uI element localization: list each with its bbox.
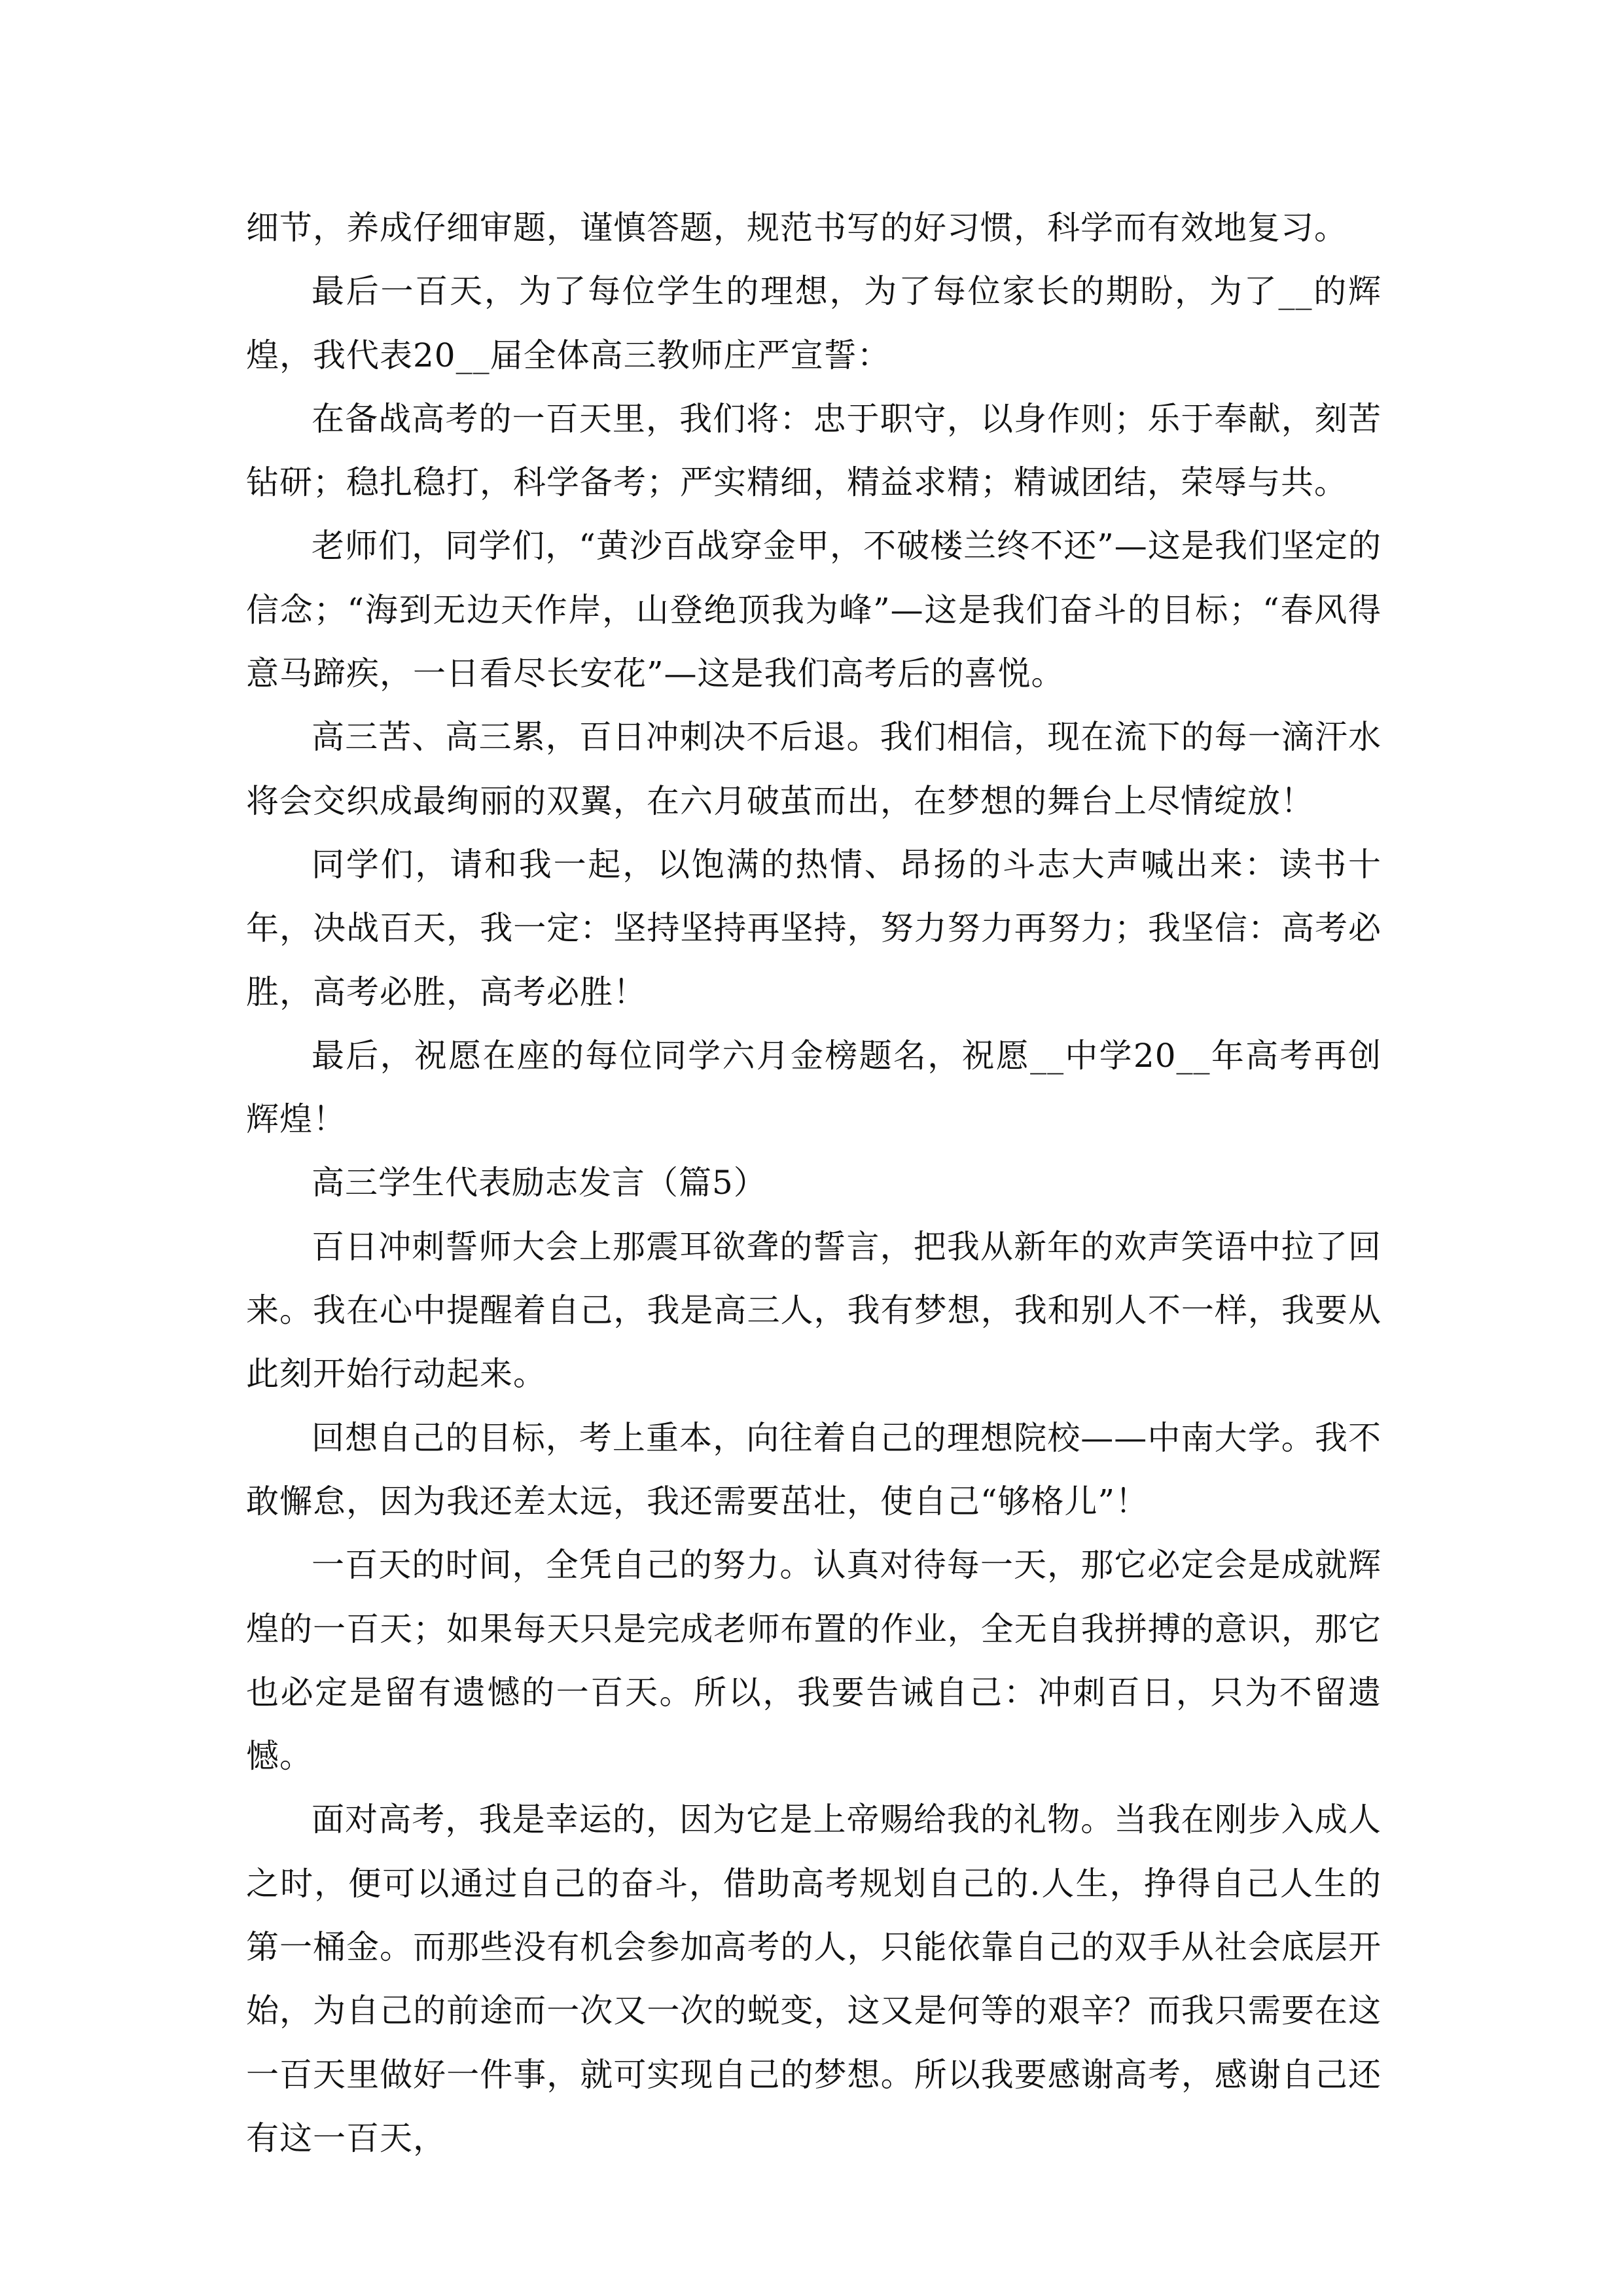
paragraph-wishes: 最后，祝愿在座的每位同学六月金榜题名，祝愿__中学20__年高考再创辉煌！ (246, 1036, 1382, 1139)
section-heading: 高三学生代表励志发言（篇5） (312, 1164, 767, 1202)
document-body (246, 196, 1382, 2170)
paragraph-oath-content: 在备战高考的一百天里，我们将：忠于职守，以身作则；乐于奉献，刻苦钻研；稳扎稳打，科学备考；严实精细，精益求精；精诚团结，荣辱与共。 (246, 399, 1382, 502)
paragraph-continued: 细节，养成仔细审题，谨慎答题，规范书写的好习惯，科学而有效地复习。 (246, 209, 1347, 247)
paragraph-shout: 同学们，请和我一起，以饱满的热情、昂扬的斗志大声喊出来：读书十年，决战百天，我一定：坚持坚持再坚持，努力努力再努力；我坚信：高考必胜，高考必胜，高考必胜！ (246, 845, 1382, 1011)
paragraph-poems: 老师们，同学们，“黄沙百战穿金甲，不破楼兰终不还”—这是我们坚定的信念；“海到无边天作岸，山登绝顶我为峰”—这是我们奋斗的目标；“春风得意马蹄疾，一日看尽长安花”—这是我们高考后的喜悦。 (246, 527, 1382, 693)
paragraph-oath-intro: 最后一百天，为了每位学生的理想，为了每位家长的期盼，为了__的辉煌，我代表20__届全体高三教师庄严宣誓： (246, 272, 1382, 374)
paragraph-goal: 回想自己的目标，考上重本，向往着自己的理想院校——中南大学。我不敢懈怠，因为我还差太远，我还需要茁壮，使自己“够格儿”！ (246, 1418, 1382, 1520)
paragraph-hardship: 高三苦、高三累，百日冲刺决不后退。我们相信，现在流下的每一滴汗水将会交织成最绚丽的双翼，在六月破茧而出，在梦想的舞台上尽情绽放！ (246, 718, 1382, 820)
paragraph-rally: 百日冲刺誓师大会上那震耳欲聋的誓言，把我从新年的欢声笑语中拉了回来。我在心中提醒着自己，我是高三人，我有梦想，我和别人不一样，我要从此刻开始行动起来。 (246, 1227, 1382, 1393)
paragraph-gift: 面对高考，我是幸运的，因为它是上帝赐给我的礼物。当我在刚步入成人之时，便可以通过自己的奋斗，借助高考规划自己的.人生，挣得自己人生的第一桶金。而那些没有机会参加高考的人，只能依靠自己的双手从社会底层开始，为自己的前途而一次又一次的蜕变，这又是何等的艰辛？而我只需要在这一百天里做好一件事，就可实现自己的梦想。所以我要感谢高考，感谢自己还有这一百天， (246, 1801, 1382, 2157)
paragraph-hundred-days: 一百天的时间，全凭自己的努力。认真对待每一天，那它必定会是成就辉煌的一百天；如果每天只是完成老师布置的作业，全无自我拼搏的意识，那它也必定是留有遗憾的一百天。所以，我要告诫自己：冲刺百日，只为不留遗憾。 (246, 1546, 1382, 1776)
